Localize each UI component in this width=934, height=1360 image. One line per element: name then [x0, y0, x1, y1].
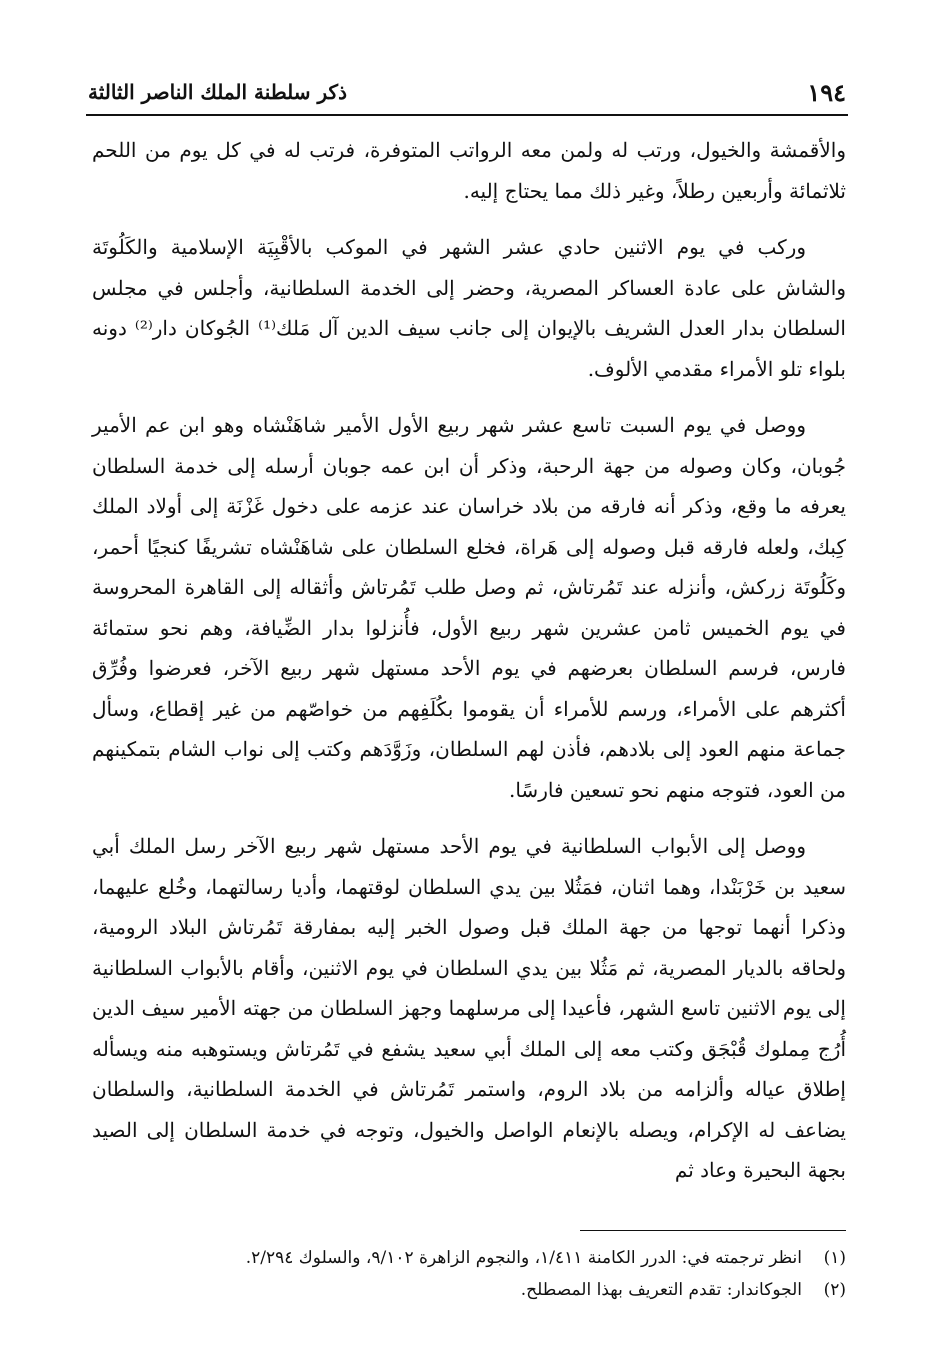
- footnote: [92, 1242, 846, 1274]
- running-title: ذكر سلطنة الملك الناصر الثالثة: [88, 80, 347, 104]
- main-text: [92, 130, 846, 1207]
- header-rule: [86, 114, 848, 116]
- footnotes: [92, 1242, 846, 1306]
- page-header: [88, 72, 846, 112]
- paragraph: ووصل في يوم السبت تاسع عشر شهر ربيع الأول الأمير شاهَنْشاه وهو ابن عم الأمير جُوبان، وكان وصوله من جهة الرحبة، وذكر أن ابن عمه جوبان أرسله إلى خدمة السلطان يعرفه ما وقع، وذكر أنه فارقه من بلاد خراسان عند عزمه على دخول غَزْنَة إلى أولاد الملك كِبك، ولعله فارقه قبل وصوله إلى هَراة، فخلع السلطان على شاهَنْشاه تشريفًا كنجيًا أحمر، وكَلُوتَة زركش، وأنزله عند تَمُرتاش، ثم وصل طلب تَمُرتاش وأثقاله إلى القاهرة المحروسة في يوم الخميس ثامن عشرين شهر ربيع الأول، فأُنزلوا بدار الضِّيافة، وهم نحو ستمائة فارس، فرسم السلطان بعرضهم في يوم الأحد مستهل شهر ربيع الآخر، فعرضوا وفُرِّق أكثرهم على الأمراء، ورسم للأمراء أن يقوموا بكُلَفِهم من خواصّهم من غير إقطاع، وسأل جماعة منهم العود إلى بلادهم، فأذن لهم السلطان، وزَوَّدَهم وكتب إلى نواب الشام بتمكينهم من العود، فتوجه منهم نحو تسعين فارسًا.: [92, 413, 846, 802]
- footnote-rule: [580, 1230, 846, 1231]
- paragraph: والأقمشة والخيول، ورتب له ولمن معه الرواتب المتوفرة، فرتب له في كل يوم من اللحم ثلاثمائة وأربعين رطلاً، وغير ذلك مما يحتاج إليه.: [92, 138, 846, 203]
- footnote-text: الجوكاندار: تقدم التعريف بهذا المصطلح.: [520, 1280, 802, 1300]
- footnote: [92, 1274, 846, 1306]
- paragraph: وركب في يوم الاثنين حادي عشر الشهر في الموكب بالأقْبِيَة الإسلامية والكَلُوتَة والشاش على عادة العساكر المصرية، وحضر إلى الخدمة السلطانية، وأجلس في مجلس السلطان بدار العدل الشريف بالإيوان إلى جانب سيف الدين آل مَلك⁽¹⁾ الجُوكان دار⁽²⁾ دونه بلواء تلو الأمراء مقدمي الألوف.: [92, 235, 846, 381]
- footnote-text: انظر ترجمته في: الدرر الكامنة ١/٤١١، والنجوم الزاهرة ٩/١٠٢، والسلوك ٢/٢٩٤.: [245, 1248, 802, 1268]
- paragraph: ووصل إلى الأبواب السلطانية في يوم الأحد مستهل شهر ربيع الآخر رسل الملك أبي سعيد بن خَرْبَنْدا، وهما اثنان، فمَثُلا بين يدي السلطان لوقتهما، وأديا رسالتهما، وخُلع عليهما، وذكرا أنهما توجها من جهة الملك قبل وصول الخبر إليه بمفارقة تَمُرتاش البلاد الرومية، ولحاقه بالديار المصرية، ثم مَثُلا بين يدي السلطان في يوم الاثنين، وأقام بالأبواب السلطانية إلى يوم الاثنين تاسع الشهر، فأعيدا إلى مرسلهما وجهز السلطان من جهته الأمير سيف الدين أُرُج مِملوك قُبْجَق وكتب معه إلى الملك أبي سعيد يشفع في تَمُرتاش ويستوهبه منه ويسأله إطلاق عياله وألزامه من بلاد الروم، واستمر تَمُرتاش في الخدمة السلطانية، والسلطان يضاعف له الإكرام، ويصله بالإنعام الواصل والخيول، وتوجه في خدمة السلطان إلى الصيد بجهة البحيرة وعاد ثم: [92, 834, 846, 1182]
- footnote-number: (١): [823, 1248, 846, 1268]
- page-number: ١٩٤: [807, 77, 846, 107]
- footnote-number: (٢): [823, 1280, 846, 1300]
